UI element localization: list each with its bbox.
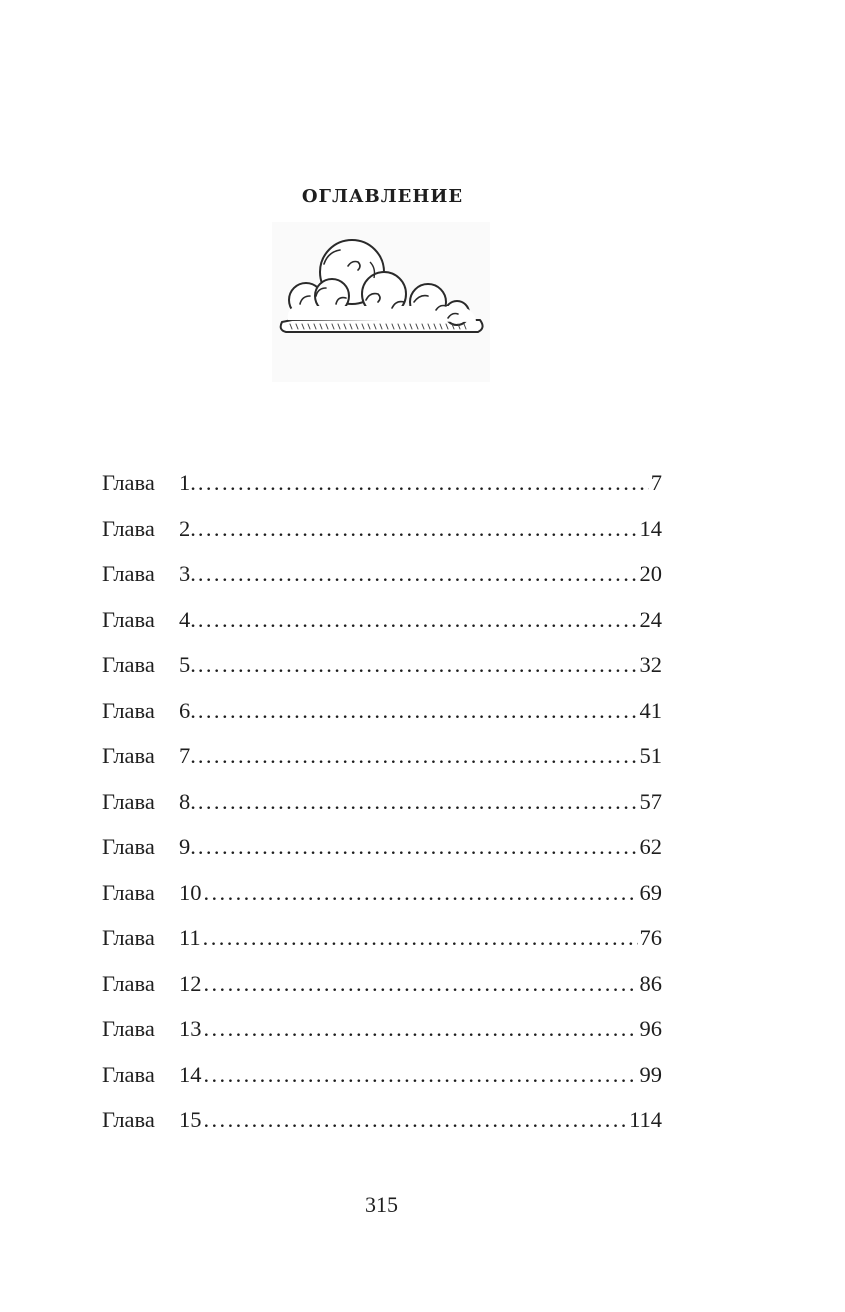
chapter-number: 6. [179, 697, 196, 723]
chapter-number: 5. [179, 652, 196, 677]
toc-entry-15[interactable] [102, 1107, 662, 1153]
chapter-number: 12 [179, 970, 202, 996]
chapter-word: Глава [102, 1107, 155, 1132]
chapter-word: Глава [102, 697, 155, 723]
dot-leader [204, 1107, 628, 1133]
dot-leader [198, 561, 638, 587]
toc-entry-13[interactable] [102, 1016, 662, 1062]
page-number: 62 [639, 834, 662, 859]
toc-entry-3[interactable] [102, 561, 662, 607]
chapter-number: 13 [179, 1016, 202, 1041]
table-of-contents [102, 470, 662, 1153]
chapter-number: 11 [179, 925, 201, 950]
chapter-word: Глава [102, 652, 155, 677]
toc-entry-1[interactable] [102, 470, 662, 516]
dot-leader [204, 1016, 638, 1042]
dot-leader [204, 880, 638, 906]
chapter-word: Глава [102, 788, 155, 814]
chapter-word: Глава [102, 606, 155, 632]
chapter-word: Глава [102, 925, 155, 950]
dot-leader [198, 834, 638, 860]
page-number: 14 [639, 515, 662, 541]
page-number: 57 [639, 788, 662, 814]
chapter-number: 3. [179, 561, 196, 586]
chapter-number: 14 [179, 1061, 202, 1087]
chapter-word: Глава [102, 1016, 155, 1041]
dot-leader [204, 971, 638, 997]
page-number: 99 [639, 1061, 662, 1087]
chapter-word: Глава [102, 470, 155, 495]
toc-entry-8[interactable] [102, 789, 662, 835]
page-number: 96 [639, 1016, 662, 1041]
dot-leader [198, 607, 638, 633]
page-number: 41 [639, 697, 662, 723]
dot-leader [198, 516, 638, 542]
dot-leader [198, 789, 638, 815]
chapter-word: Глава [102, 879, 155, 905]
toc-entry-14[interactable] [102, 1062, 662, 1108]
chapter-number: 9. [179, 834, 196, 859]
chapter-word: Глава [102, 970, 155, 996]
page-number: 32 [639, 652, 662, 677]
toc-entry-11[interactable] [102, 925, 662, 971]
chapter-word: Глава [102, 561, 155, 586]
page-title: ОГЛАВЛЕНИЕ [301, 186, 464, 207]
chapter-number: 1. [179, 470, 196, 495]
dot-leader [198, 470, 649, 496]
dot-leader [203, 925, 638, 951]
chapter-number: 8. [179, 788, 196, 814]
chapter-word: Глава [102, 515, 155, 541]
chapter-word: Глава [102, 1061, 155, 1087]
page-number: 51 [639, 743, 662, 768]
chapter-number: 15 [179, 1107, 202, 1132]
toc-entry-12[interactable] [102, 971, 662, 1017]
chapter-number: 10 [179, 879, 202, 905]
chapter-number: 4. [179, 606, 196, 632]
toc-entry-4[interactable] [102, 607, 662, 653]
cloud-icon [272, 222, 490, 382]
toc-entry-5[interactable] [102, 652, 662, 698]
dot-leader [198, 743, 638, 769]
page-number: 69 [639, 879, 662, 905]
dot-leader [198, 698, 638, 724]
page-folio: 315 [365, 1192, 398, 1217]
page-number: 76 [639, 925, 662, 950]
dot-leader [204, 1062, 638, 1088]
chapter-word: Глава [102, 743, 155, 768]
cloud-ornament [272, 222, 490, 382]
page-number: 114 [629, 1107, 662, 1132]
page-number: 20 [639, 561, 662, 586]
toc-entry-10[interactable] [102, 880, 662, 926]
toc-entry-9[interactable] [102, 834, 662, 880]
page-number: 86 [639, 970, 662, 996]
dot-leader [198, 652, 638, 678]
chapter-word: Глава [102, 834, 155, 859]
toc-entry-6[interactable] [102, 698, 662, 744]
page-number: 24 [639, 606, 662, 632]
chapter-number: 2. [179, 515, 196, 541]
page-number: 7 [650, 470, 662, 495]
toc-entry-2[interactable] [102, 516, 662, 562]
chapter-number: 7. [179, 743, 196, 768]
toc-entry-7[interactable] [102, 743, 662, 789]
